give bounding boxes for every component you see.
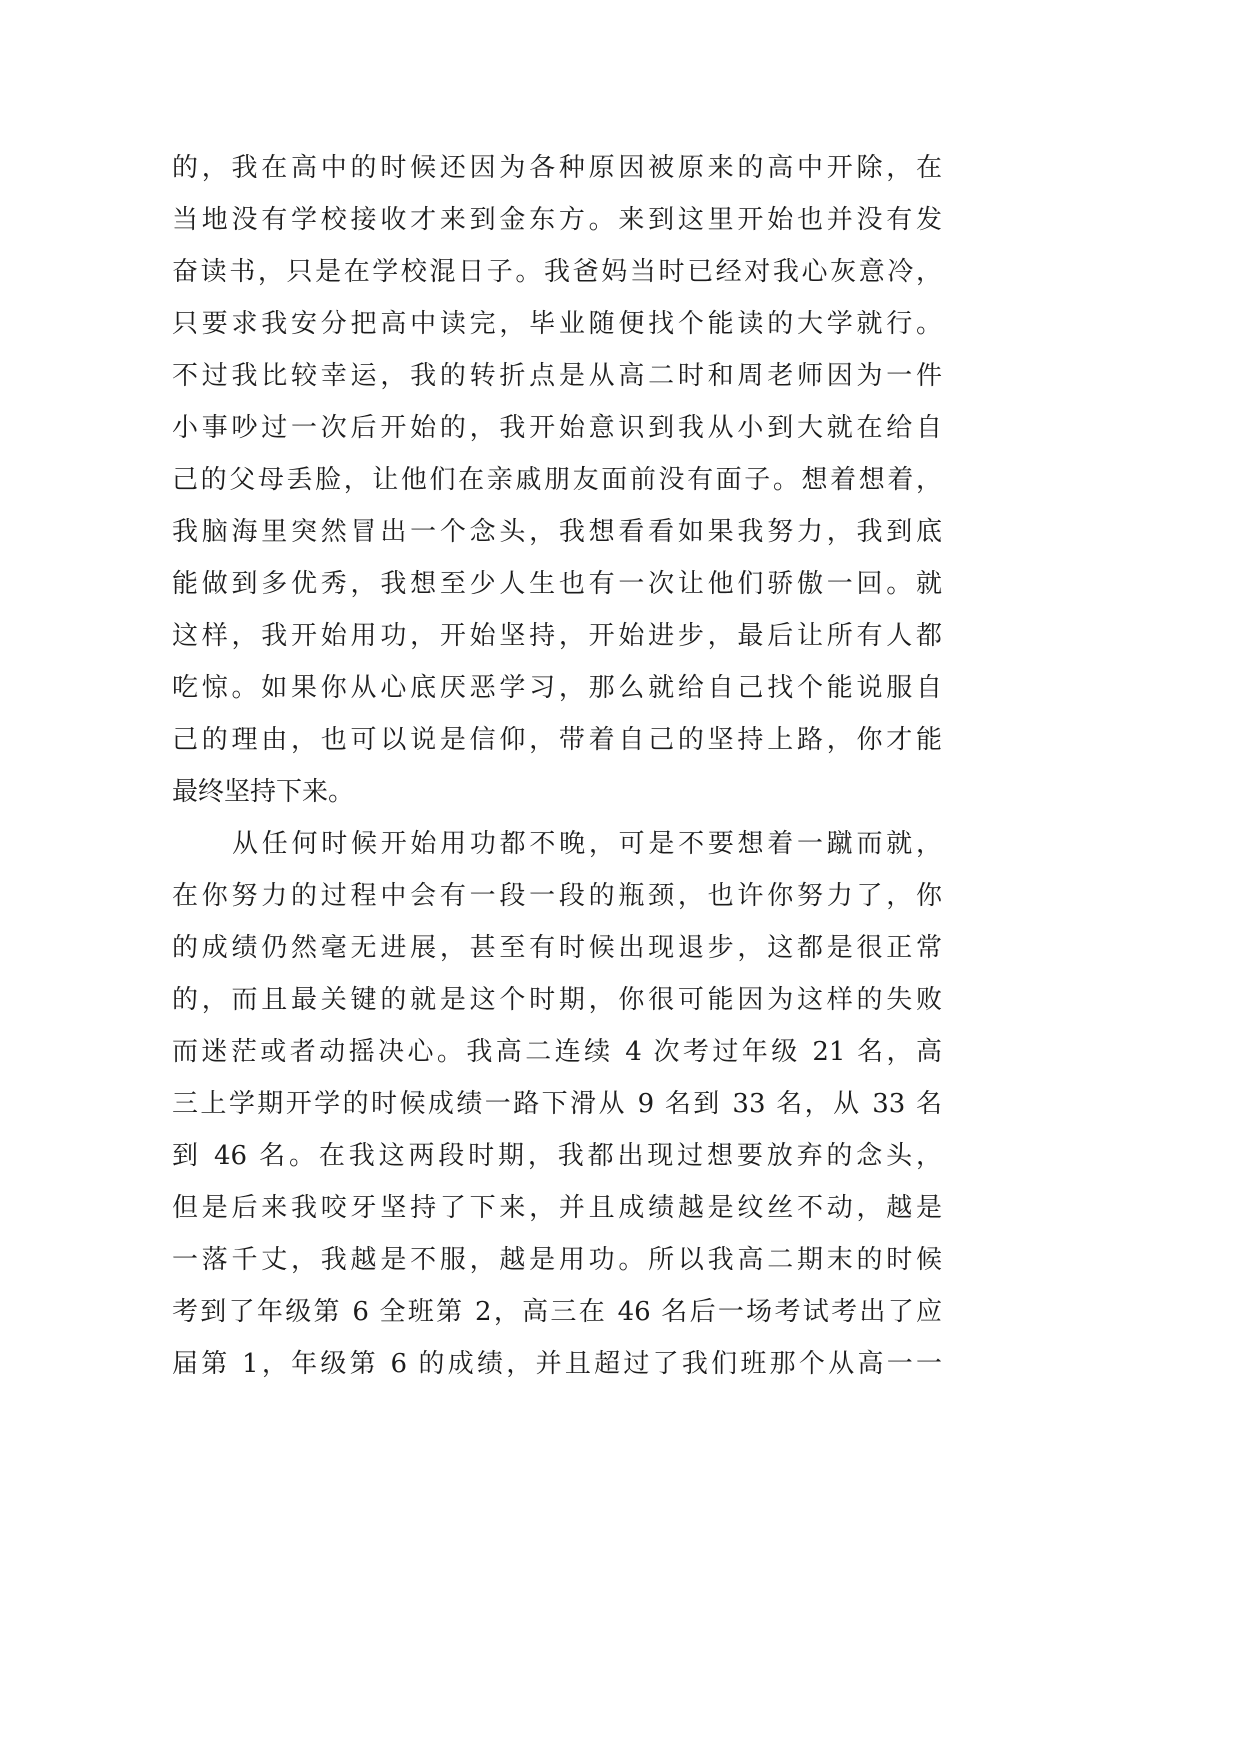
text-line: 到 46 名。在我这两段时期，我都出现过想要放弃的念头，	[172, 1141, 942, 1171]
text-line: 小事吵过一次后开始的，我开始意识到我从小到大就在给自	[172, 413, 942, 443]
text-line: 在你努力的过程中会有一段一段的瓶颈，也许你努力了，你	[172, 881, 942, 911]
text-line: 吃惊。如果你从心底厌恶学习，那么就给自己找个能说服自	[172, 673, 942, 703]
text-line: 己的父母丢脸，让他们在亲戚朋友面前没有面子。想着想着，	[172, 465, 942, 495]
paragraph-2	[172, 818, 942, 1390]
text-line: 己的理由，也可以说是信仰，带着自己的坚持上路，你才能	[172, 725, 942, 755]
text-line: 奋读书，只是在学校混日子。我爸妈当时已经对我心灰意冷，	[172, 257, 942, 287]
text-line: 的，而且最关键的就是这个时期，你很可能因为这样的失败	[172, 985, 942, 1015]
text-line: 三上学期开学的时候成绩一路下滑从 9 名到 33 名，从 33 名	[172, 1089, 942, 1119]
text-line: 我脑海里突然冒出一个念头，我想看看如果我努力，我到底	[172, 517, 942, 547]
text-line: 能做到多优秀，我想至少人生也有一次让他们骄傲一回。就	[172, 569, 942, 599]
text-line: 但是后来我咬牙坚持了下来，并且成绩越是纹丝不动，越是	[172, 1193, 942, 1223]
text-line: 的，我在高中的时候还因为各种原因被原来的高中开除，在	[172, 153, 942, 183]
text-line: 届第 1，年级第 6 的成绩，并且超过了我们班那个从高一一	[172, 1349, 942, 1379]
text-line: 最终坚持下来。	[172, 777, 355, 807]
paragraph-1	[172, 142, 942, 818]
document-body	[172, 142, 942, 1390]
text-line: 只要求我安分把高中读完，毕业随便找个能读的大学就行。	[172, 309, 942, 339]
text-line: 当地没有学校接收才来到金东方。来到这里开始也并没有发	[172, 205, 942, 235]
text-line: 不过我比较幸运，我的转折点是从高二时和周老师因为一件	[172, 361, 942, 391]
text-line: 的成绩仍然毫无进展，甚至有时候出现退步，这都是很正常	[172, 933, 942, 963]
text-line: 而迷茫或者动摇决心。我高二连续 4 次考过年级 21 名，高	[172, 1037, 942, 1067]
text-line: 一落千丈，我越是不服，越是用功。所以我高二期末的时候	[172, 1245, 942, 1275]
text-line: 考到了年级第 6 全班第 2，高三在 46 名后一场考试考出了应	[172, 1297, 942, 1327]
text-line: 从任何时候开始用功都不晚，可是不要想着一蹴而就，	[232, 829, 942, 859]
text-line: 这样，我开始用功，开始坚持，开始进步，最后让所有人都	[172, 621, 942, 651]
